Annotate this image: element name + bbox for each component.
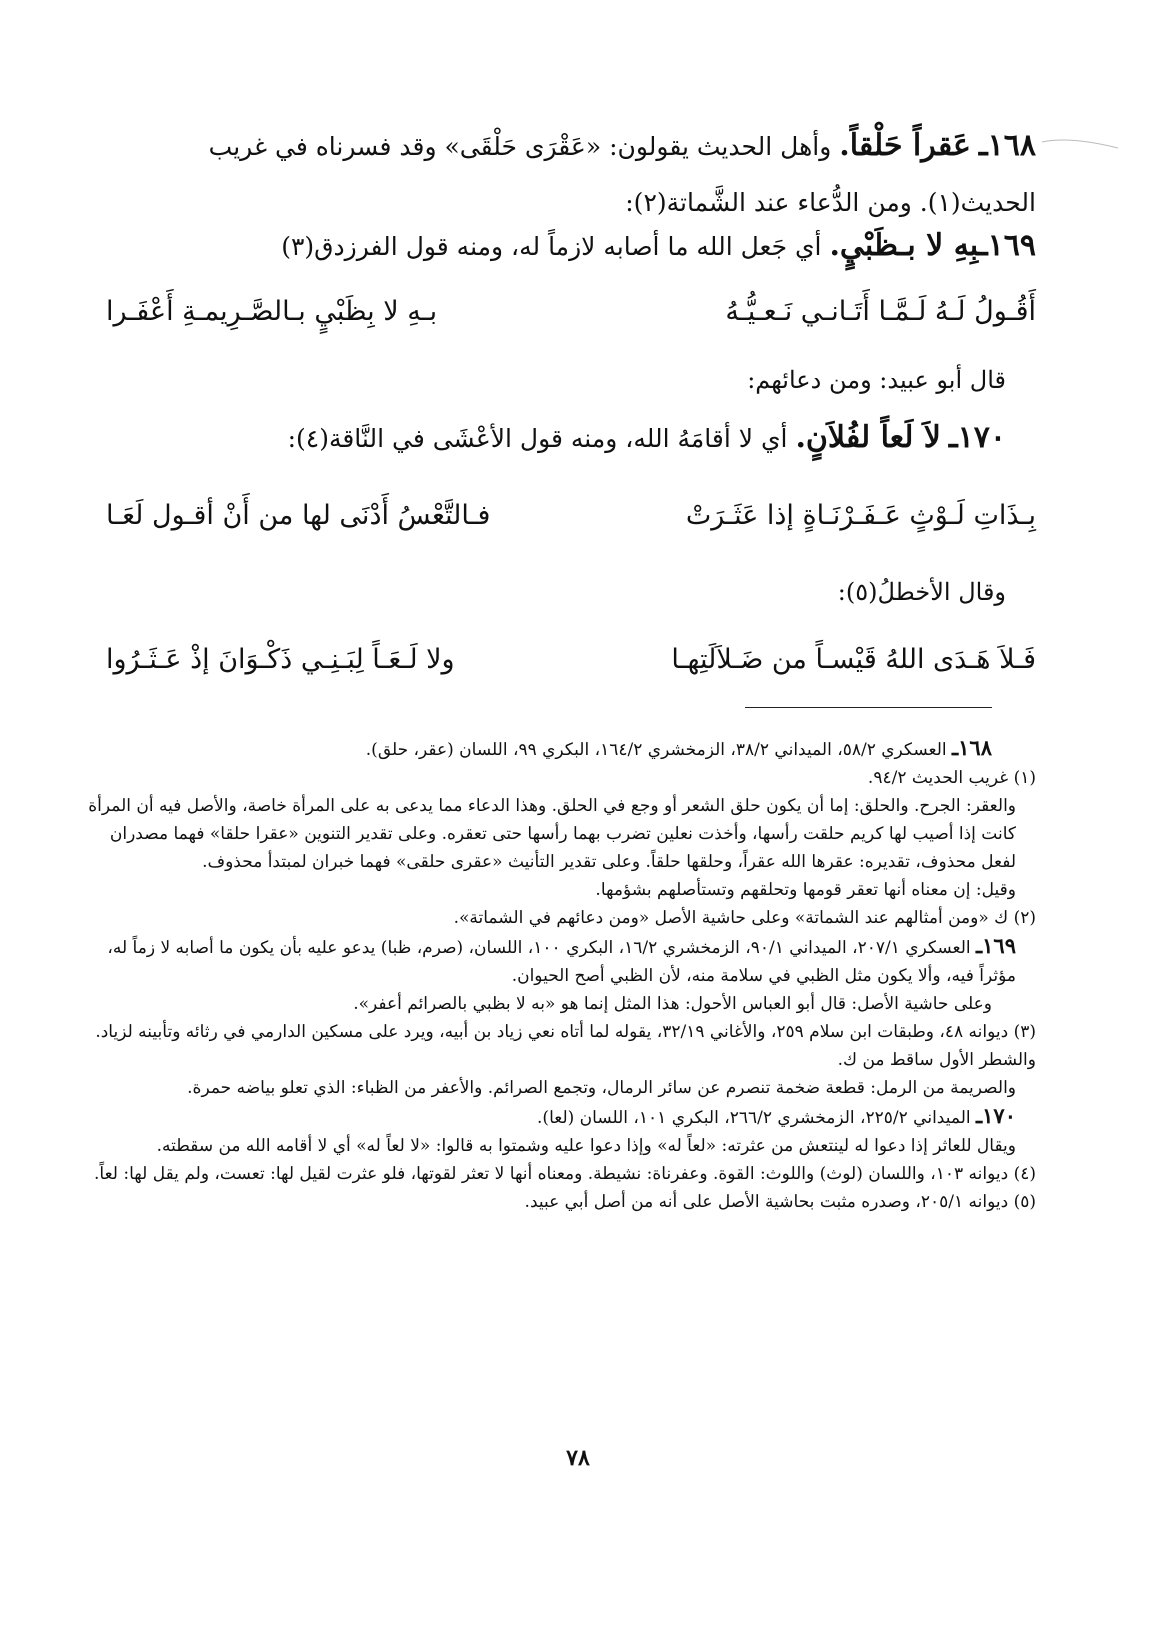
footnote-1-body: والعقر: الجرح. والحلق: إما أن يكون حلق الشعر أو وجع في الحلق. وهذا الدعاء مما يدعى به على المرأة خاصة، والأصل فيه أن المرأة كانت إذا أصيب لها كريم حلقت رأسها، وأخذت نعلين تضرب بهما رأسها حتى تعقره. وعلى تقدير التنوين «عقرا حلقا» فهما مصدران لفعل محذوف، تقديره: عقرها الله عقراً، وحلقها حلقاً. وعلى تقدير التأنيث «عقرى حلقى» فهما خبران لمبتدأ محذوف.	[88, 796, 1016, 872]
footnote-3-body: والصريمة من الرمل: قطعة ضخمة تنصرم عن سائر الرمال، وتجمع الصرائم. والأعفر من الظباء: الذي تعلو بياضه حمرة.	[187, 1078, 1016, 1098]
footnote-3: (٣) ديوانه ٤٨، وطبقات ابن سلام ٢٥٩، والأغاني ٣٢/١٩، يقوله لما أتاه نعي زياد بن أبيه، ويرد على مسكين الدارمي في رثائه وتأبينه لزياد. والشطر الأول ساقط من ك.	[95, 1022, 1036, 1070]
entry-168	[116, 118, 1036, 231]
footnote-5: (٥) ديوانه ٢٠٥/١، وصدره مثبت بحاشية الأصل على أنه من أصل أبي عبيد.	[524, 1192, 1036, 1212]
entry-text: أي جَعل الله ما أصابه لازماً له، ومنه قول الفرزدق(٣)	[281, 232, 822, 261]
proverb-heading: عَقراً حَلْقاً.	[839, 128, 971, 163]
note-169	[76, 932, 1036, 990]
line-text: قال أبو عبيد: ومن دعائهم:	[747, 366, 1006, 394]
footnote-2: (٢) ك «ومن أمثالهم عند الشماتة» وعلى حاشية الأصل «ومن دعائهم في الشماتة».	[453, 908, 1036, 928]
margin-pencil-mark	[1040, 134, 1120, 154]
note-number: ١٦٨ـ	[952, 735, 992, 760]
line-text: وقال الأخطلُ(٥):	[837, 578, 1006, 606]
verse-asha	[106, 500, 1036, 531]
proverb-heading: ـبِهِ لا بـظَبْيٍ.	[829, 228, 988, 263]
verse-second-hemistich: فـالتَّعْسُ أَدْنَى لها من أَنْ أقـول لَعَـا	[106, 500, 491, 531]
footnote-1-extra: وقيل: إن معناه أنها تعقر قومها وتحلقهم وتستأصلهم بشؤمها.	[595, 880, 1016, 900]
akhtal-line	[86, 578, 1006, 606]
entry-text: وأهل الحديث يقولون: «عَقْرَى حَلْقَى» وقد فسرناه في غريب الحديث(١). ومن الدُّعاء عند الشَّماتة(٢):	[208, 132, 1036, 217]
verse-second-hemistich: بـهِ لا بِظَبْيٍ بـالصَّـرِيمـةِ أَعْفَـرا	[106, 296, 438, 327]
note-170-body: ويقال للعاثر إذا دعوا له لينتعش من عثرته: «لعاً له» وإذا دعوا عليه وشمتوا به قالوا: «لا لعاً له» أي لا أقامه الله من سقطته.	[156, 1136, 1016, 1156]
entry-170	[86, 420, 1006, 455]
page-number: ٧٨	[566, 1445, 590, 1471]
proverb-heading: لاَ لَعاً لفُلاَنٍ.	[795, 420, 941, 455]
note-text: العسكري ٢٠٧/١، الميداني ٩٠/١، الزمخشري ١٦/٢، البكري ١٠٠، اللسان، (صرم، ظبا) يدعو عليه بأن يكون ما أصابه لا زماً له، مؤثراً فيه، وألا يكون مثل الظبي في سلامة منه، لأن الظبي أصح الحيوان.	[107, 938, 1016, 986]
footnote-separator	[745, 707, 992, 708]
footnotes	[76, 734, 1036, 1216]
note-text: الميداني ٢٢٥/٢، الزمخشري ٢٦٦/٢، البكري ١٠١، اللسان (لعا).	[537, 1108, 971, 1128]
note-170	[76, 1102, 1036, 1132]
verse-first-hemistich: فَـلاَ هَـدَى اللهُ قَيْسـاً من ضَـلاَلَتِهـا	[671, 644, 1036, 675]
verse-first-hemistich: بِـذَاتِ لَـوْثٍ عَـفَـرْنَـاةٍ إذا عَثَـرَتْ	[685, 500, 1036, 531]
verse-akhtal	[106, 644, 1036, 675]
entry-number: ١٦٨ـ	[978, 128, 1036, 163]
footnote-1: (١) غريب الحديث ٩٤/٢.	[867, 768, 1036, 788]
entry-text: أي لا أقامَهُ الله، ومنه قول الأعْشَى في النَّاقة(٤):	[287, 424, 788, 453]
footnote-4: (٤) ديوانه ١٠٣، واللسان (لوث) واللوث: القوة. وعفرناة: نشيطة. ومعناه أنها لا تعثر لقوتها، فلو عثرت لقيل لها: تعست، ولم يقل لها: لعاً.	[94, 1164, 1036, 1184]
verse-farazdaq	[106, 296, 1036, 327]
note-168	[76, 734, 1036, 764]
note-number: ١٦٩ـ	[976, 933, 1016, 958]
note-number: ١٧٠ـ	[976, 1103, 1016, 1128]
verse-second-hemistich: ولا لَـعَـاً لِبَـنِـي ذَكْـوَانَ إذْ عَـثَـرُوا	[106, 644, 455, 675]
entry-number: ١٦٩	[987, 228, 1036, 263]
verse-first-hemistich: أَقُـولُ لَـهُ لَـمَّـا أَتَـانـي نَـعـيُّـهُ	[725, 296, 1036, 327]
note-169-margin: وعلى حاشية الأصل: قال أبو العباس الأحول: هذا المثل إنما هو «به لا بظبي بالصرائم أعفر».	[353, 994, 992, 1014]
entry-number: ١٧٠ـ	[948, 420, 1006, 455]
abu-ubaid-line	[86, 366, 1006, 394]
entry-169	[116, 228, 1036, 263]
note-text: العسكري ٥٨/٢، الميداني ٣٨/٢، الزمخشري ١٦٤/٢، البكري ٩٩، اللسان (عقر، حلق).	[365, 740, 947, 760]
